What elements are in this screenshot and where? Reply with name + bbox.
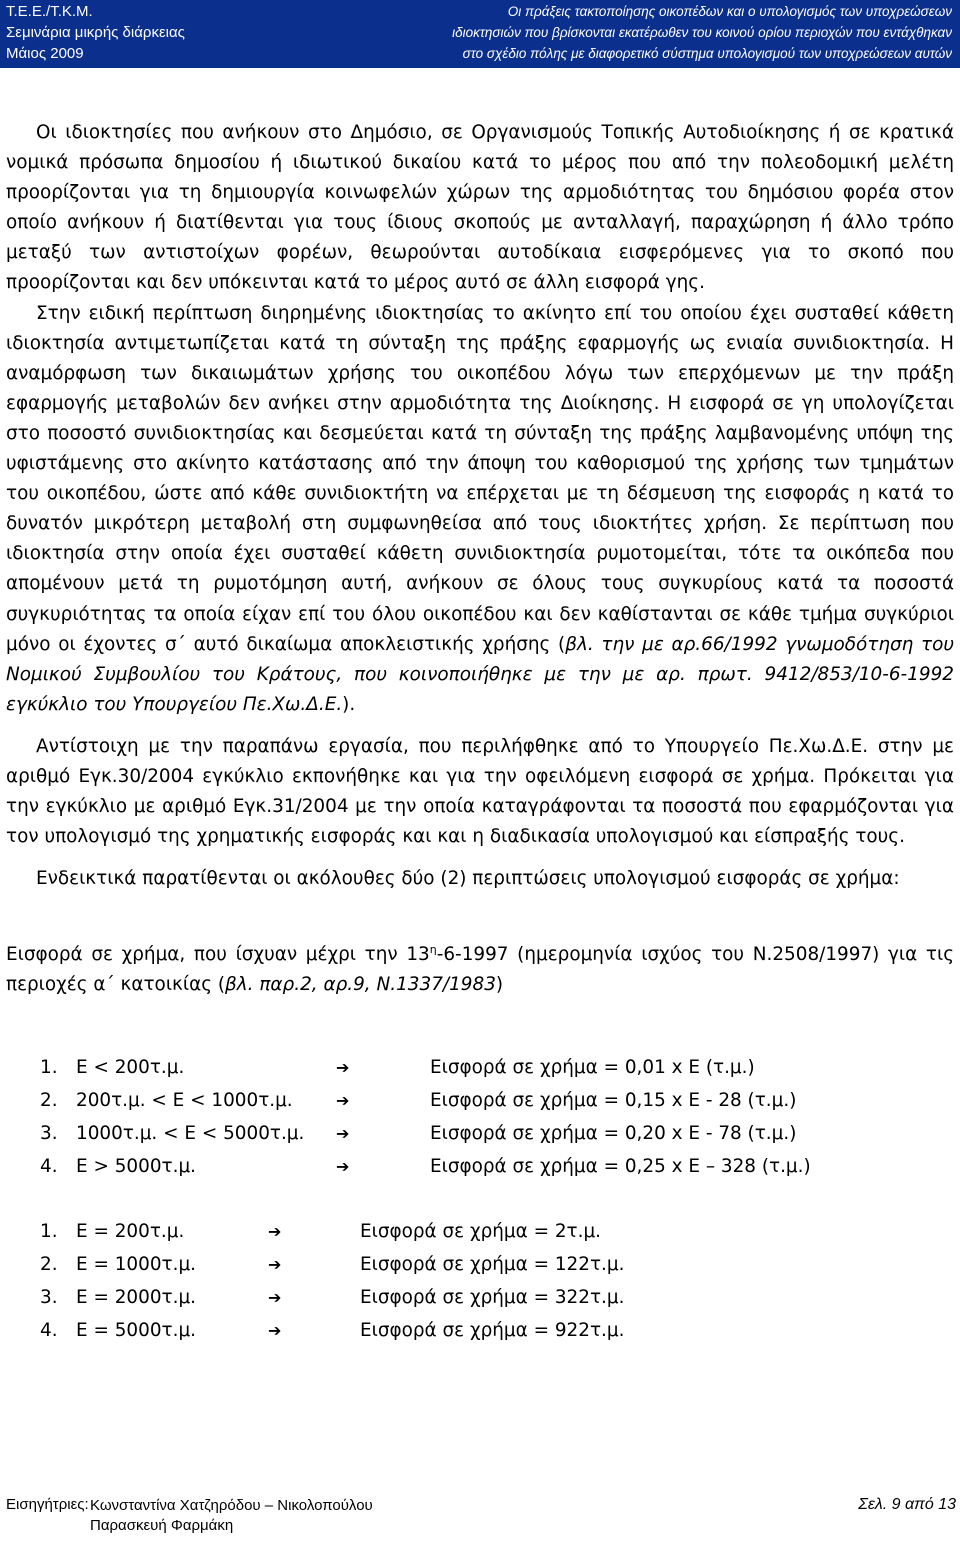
paragraph-cash-contribution <box>6 940 954 1000</box>
list-result: Εισφορά σε χρήμα = 2τ.μ. <box>360 1220 602 1242</box>
document-body <box>6 118 954 1347</box>
header-seminar: Σεμινάρια μικρής διάρκειας <box>6 24 185 41</box>
list-condition: Ε < 200τ.μ. <box>76 1056 185 1078</box>
author-name: Παρασκευή Φαρμάκη <box>90 1517 234 1534</box>
list-number: 1. <box>40 1220 58 1242</box>
list-item <box>6 1215 954 1248</box>
list-number: 3. <box>40 1286 58 1308</box>
header-title-line-3: στο σχέδιο πόλης με διαφορετικό σύστημα υπολογισμού των υποχρεώσεων αυτών <box>462 46 952 61</box>
arrow-right-icon: ➔ <box>268 1287 282 1307</box>
list-result: Εισφορά σε χρήμα = 0,15 x Ε - 28 (τ.μ.) <box>430 1089 797 1111</box>
arrow-right-icon: ➔ <box>336 1156 350 1176</box>
list-result: Εισφορά σε χρήμα = 0,01 x Ε (τ.μ.) <box>430 1056 755 1078</box>
list-item <box>6 1281 954 1314</box>
example-list <box>6 1215 954 1347</box>
list-result: Εισφορά σε χρήμα = 922τ.μ. <box>360 1319 625 1341</box>
author-name: Κωνσταντίνα Χατζηρόδου – Νικολοπούλου <box>90 1497 373 1514</box>
list-number: 2. <box>40 1089 58 1111</box>
arrow-right-icon: ➔ <box>336 1123 350 1143</box>
arrow-right-icon: ➔ <box>336 1057 350 1077</box>
list-item <box>6 1084 954 1117</box>
list-condition: Ε = 1000τ.μ. <box>76 1253 196 1275</box>
citation-law: βλ. παρ.2, αρ.9, Ν.1337/1983 <box>225 974 496 996</box>
list-condition: Ε = 2000τ.μ. <box>76 1286 196 1308</box>
formula-list <box>6 1051 954 1183</box>
list-item <box>6 1117 954 1150</box>
footer-authors <box>90 1496 373 1536</box>
paragraph-text: Στην ειδική περίπτωση διηρημένης ιδιοκτησίας το ακίνητο επί του οποίου έχει συσταθεί κάθετη ιδιοκτησία αντιμετωπίζεται κατά τη σύνταξη της πράξης εφαρμογής ως ενιαία συνιδιοκτησία. Η αναμόρφωση των δικαιωμάτων χρήσης του οικοπέδου λόγω των επερχόμενων με την πράξη εφαρμογής μεταβολών δεν ανήκει στην αρμοδιότητα της Διοίκησης. Η εισφορά σε γη υπολογίζεται στο ποσοστό συνιδιοκτησίας και δεσμεύεται κατά τη σύνταξη της πράξης λαμβανομένης υπόψη της υφιστάμενης στο ακίνητο κατάστασης από την άποψη του καθορισμού της χρήσης των τμημάτων του οικοπέδου, ώστε από κάθε συνιδιοκτήτη να επέρχεται με τη δέσμευση της εισφοράς η κατά το δυνατόν μικρότερη μεταβολή στη συμφωνηθείσα από τους ιδιοκτήτες χρήση. Σε περίπτωση που ιδιοκτησία στην οποία έχει συσταθεί κάθετη συνιδιοκτησία ρυμοτομείται, τότε τα οικόπεδα που απομένουν μετά τη ρυμοτόμηση αυτή, ανήκουν σε όλους τους συγκυρίους κατά τα ποσοστά συγκυριότητας τα οποία είχαν επί του όλου οικοπέδου και δεν καθίστανται σε κάθε τμήμα συγκύριοι μόνο οι έχοντες σ΄ αυτό δικαίωμα αποκλειστικής χρήσης ( <box>6 302 954 655</box>
header-title-line-2: ιδιοκτησιών που βρίσκονται εκατέρωθεν του κοινού ορίου περιοχών που εντάχθηκαν <box>452 25 952 40</box>
list-item <box>6 1150 954 1183</box>
header-date: Μάιος 2009 <box>6 45 84 62</box>
list-result: Εισφορά σε χρήμα = 322τ.μ. <box>360 1286 625 1308</box>
page-header <box>0 0 960 68</box>
list-result: Εισφορά σε χρήμα = 0,20 x Ε - 78 (τ.μ.) <box>430 1122 797 1144</box>
list-condition: Ε > 5000τ.μ. <box>76 1155 196 1177</box>
paragraph-end: ). <box>342 693 356 715</box>
page-number: Σελ. 9 από 13 <box>858 1496 956 1513</box>
list-condition: Ε = 5000τ.μ. <box>76 1319 196 1341</box>
list-result: Εισφορά σε χρήμα = 122τ.μ. <box>360 1253 625 1275</box>
paragraph-end: ) <box>495 974 504 996</box>
list-result: Εισφορά σε χρήμα = 0,25 x Ε – 328 (τ.μ.) <box>430 1155 811 1177</box>
paragraph-public-properties: Οι ιδιοκτησίες που ανήκουν στο Δημόσιο, σε Οργανισμούς Τοπικής Αυτοδιοίκησης ή σε κρατικά νομικά πρόσωπα δημοσίου ή ιδιωτικού δικαίου κατά το μέρος που από την πολεοδομική μελέτη προορίζονται για τη δημιουργία κοινωφελών χώρων της αρμοδιότητας του δημόσιου φορέα στον οποίο ανήκουν ή διατίθενται για τους ίδιους σκοπούς με ανταλλαγή, παραχώρηση ή άλλο τρόπο μεταξύ των αντιστοίχων φορέων, θεωρούνται αυτοδίκαια εισφερόμενες για το σκοπό που προορίζονται και δεν υπόκεινται κατά το μέρος αυτό σε άλλη εισφορά γης. <box>6 122 954 294</box>
list-item <box>6 1248 954 1281</box>
list-condition: 200τ.μ. < Ε < 1000τ.μ. <box>76 1089 293 1111</box>
header-org: Τ.Ε.Ε./Τ.Κ.Μ. <box>6 3 93 20</box>
paragraph-examples-intro: Ενδεικτικά παρατίθενται οι ακόλουθες δύο (2) περιπτώσεις υπολογισμού εισφοράς σε χρήμα: <box>36 868 900 890</box>
list-item <box>6 1314 954 1347</box>
paragraph-text: -6-1997 (ημερομηνία ισχύος του Ν.2508/1997) για τις περιοχές α΄ κατοικίας ( <box>6 944 954 996</box>
list-number: 4. <box>40 1319 58 1341</box>
list-condition: Ε = 200τ.μ. <box>76 1220 185 1242</box>
superscript: η <box>429 943 437 957</box>
arrow-right-icon: ➔ <box>336 1090 350 1110</box>
list-number: 2. <box>40 1253 58 1275</box>
arrow-right-icon: ➔ <box>268 1254 282 1274</box>
header-title-line-1: Οι πράξεις τακτοποίησης οικοπέδων και ο υπολογισμός των υποχρεώσεων <box>507 4 952 19</box>
list-number: 4. <box>40 1155 58 1177</box>
citation-legal-opinion: βλ. την με αρ.66/1992 γνωμοδότηση του Νομικού Συμβουλίου του Κράτους, που κοινοποιήθηκε με την με αρ. πρωτ. 9412/853/10-6-1992 εγκύκλιο του Υπουργείου Πε.Χω.Δ.Ε. <box>6 633 954 715</box>
list-condition: 1000τ.μ. < Ε < 5000τ.μ. <box>76 1122 305 1144</box>
arrow-right-icon: ➔ <box>268 1221 282 1241</box>
list-item <box>6 1051 954 1084</box>
list-number: 1. <box>40 1056 58 1078</box>
paragraph-vertical-ownership <box>6 299 954 720</box>
paragraph-text: Εισφορά σε χρήμα, που ίσχυαν μέχρι την 13 <box>6 944 430 966</box>
paragraph-circular-2004: Αντίστοιχη με την παραπάνω εργασία, που περιλήφθηκε από το Υπουργείο Πε.Χω.Δ.Ε. στην με αριθμό Εγκ.30/2004 εγκύκλιο εκπονήθηκε και για την οφειλόμενη εισφορά σε χρήμα. Πρόκειται για την εγκύκλιο με αριθμό Εγκ.31/2004 με την οποία καταγράφονται τα ποσοστά που εφαρμόζονται για τον υπολογισμό της χρηματικής εισφοράς και και η διαδικασία υπολογισμού και είσπραξής τους. <box>6 735 954 848</box>
arrow-right-icon: ➔ <box>268 1320 282 1340</box>
footer-label: Εισηγήτριες: <box>6 1496 89 1513</box>
list-number: 3. <box>40 1122 58 1144</box>
